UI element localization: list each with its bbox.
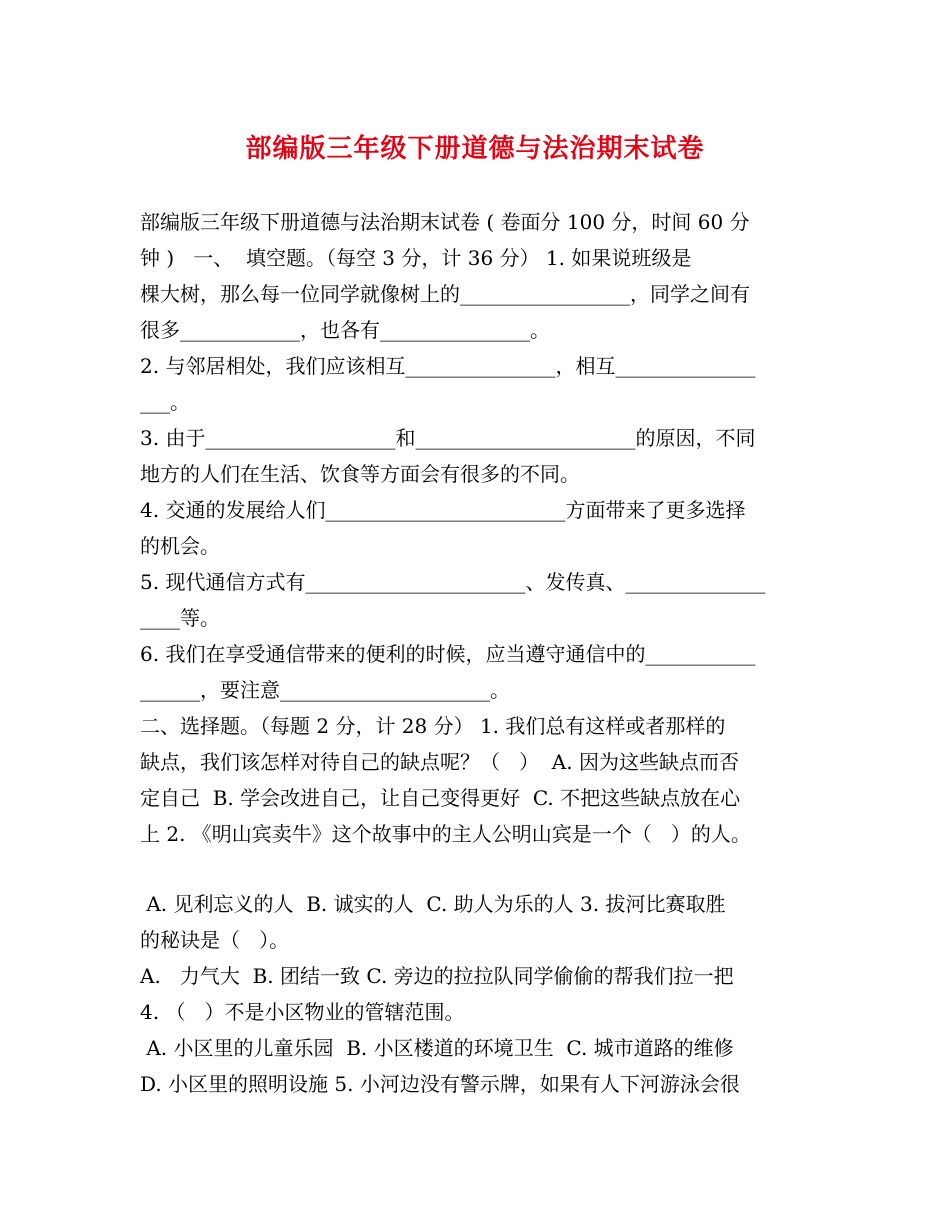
text-line: 定自己 B. 学会改进自己，让自己变得更好 C. 不把这些缺点放在心	[140, 786, 741, 810]
text-line: A. 小区里的儿童乐园 B. 小区楼道的环境卫生 C. 城市道路的维修	[140, 1036, 734, 1060]
text-line: ______，要注意_____________________。	[140, 678, 510, 702]
text-line: A. 见利忘义的人 B. 诚实的人 C. 助人为乐的人 3. 拔河比赛取胜	[140, 892, 726, 916]
text-line: 2. 与邻居相处，我们应该相互_______________，相互______________	[140, 354, 756, 378]
text-line: ___。	[140, 390, 190, 414]
text-line: 很多____________，也各有_______________。	[140, 318, 550, 342]
text-line: D. 小区里的照明设施 5. 小河边没有警示牌，如果有人下河游泳会很	[140, 1072, 740, 1096]
text-line: 部编版三年级下册道德与法治期末试卷 ( 卷面分 100 分，时间 60 分	[140, 210, 750, 234]
blank-spacer	[140, 852, 830, 886]
text-line: 二、选择题。（每题 2 分，计 28 分） 1. 我们总有这样或者那样的	[140, 714, 726, 738]
text-line: 4. （ ）不是小区物业的管辖范围。	[140, 1000, 465, 1024]
text-line: 6. 我们在享受通信带来的便利的时候，应当遵守通信中的___________	[140, 642, 756, 666]
text-line: 地方的人们在生活、饮食等方面会有很多的不同。	[140, 462, 580, 486]
document-title: 部编版三年级下册道德与法治期末试卷	[245, 134, 705, 164]
text-line: 5. 现代通信方式有______________________、发传真、______________	[140, 570, 766, 594]
text-line: 上 2. 《明山宾卖牛》这个故事中的主人公明山宾是一个（ ）的人。	[140, 822, 751, 846]
exam-body	[140, 204, 830, 1102]
text-line: 3. 由于___________________和______________________的原因，不同	[140, 426, 756, 450]
text-line: 4. 交通的发展给人们________________________方面带来了更多选择	[140, 498, 746, 522]
text-line: 的机会。	[140, 534, 220, 558]
text-line: 棵大树，那么每一位同学就像树上的_________________，同学之间有	[140, 282, 750, 306]
text-line: ____等。	[140, 606, 220, 630]
text-line: 钟 ) 一、 填空题。（每空 3 分，计 36 分） 1. 如果说班级是	[140, 246, 692, 270]
text-line: 缺点，我们该怎样对待自己的缺点呢？（ ） A. 因为这些缺点而否	[140, 750, 739, 774]
text-line: 的秘诀是（ ）。	[140, 928, 290, 952]
text-line: A. 力气大 B. 团结一致 C. 旁边的拉拉队同学偷偷的帮我们拉一把	[140, 964, 734, 988]
